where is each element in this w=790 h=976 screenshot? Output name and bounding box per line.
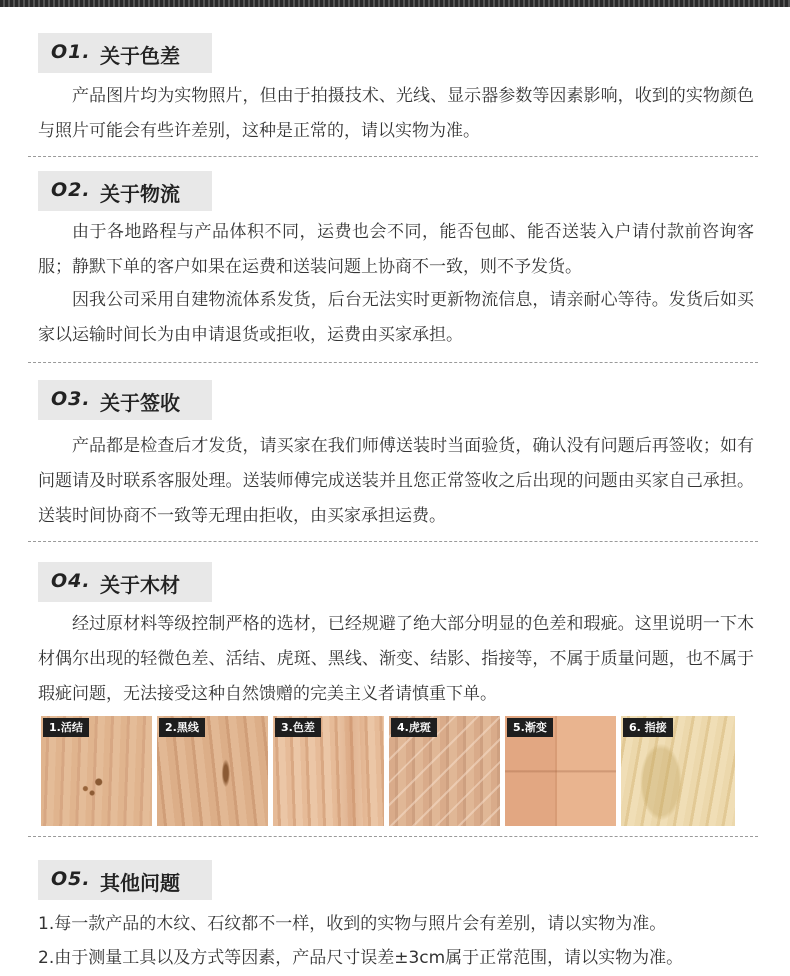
wood-sample-live-knot [41, 716, 152, 826]
section-4-number: O4. [51, 570, 91, 592]
wood-sample-label: 3.色差 [275, 718, 321, 737]
section-4-header [38, 562, 212, 602]
section-4-paragraph: 经过原材料等级控制严格的选材，已经规避了绝大部分明显的色差和瑕疵。这里说明一下木材偶尔出现的轻微色差、活结、虎斑、黑线、渐变、结影、指接等，不属于质量问题，也不属于瑕疵问题，无法接受这种自然馈赠的完美主义者请慎重下单。 [38, 614, 754, 704]
section-1-header [38, 33, 212, 73]
section-divider [28, 362, 758, 363]
section-2-paragraph-2: 因我公司采用自建物流体系发货，后台无法实时更新物流信息，请亲耐心等待。发货后如买家以运输时间长为由申请退货或拒收，运费由买家承担。 [38, 290, 754, 345]
section-3-header [38, 380, 212, 420]
section-divider [28, 156, 758, 157]
section-3-title: 关于签收 [100, 391, 180, 415]
wood-sample-label: 6. 指接 [623, 718, 673, 737]
section-1-title: 关于色差 [100, 44, 180, 68]
section-divider [28, 836, 758, 837]
section-5-header [38, 860, 212, 900]
section-5-number: O5. [51, 868, 91, 890]
section-5-list-item-2: 2.由于测量工具以及方式等因素，产品尺寸误差±3cm属于正常范围，请以实物为准。 [38, 948, 684, 968]
wood-sample-gallery [41, 716, 735, 826]
section-5-list-item-1: 1.每一款产品的木纹、石纹都不一样，收到的实物与照片会有差别，请以实物为准。 [38, 914, 667, 934]
section-2-header [38, 171, 212, 211]
section-2-number: O2. [51, 179, 91, 201]
section-divider [28, 541, 758, 542]
section-1-paragraph: 产品图片均为实物照片，但由于拍摄技术、光线、显示器参数等因素影响，收到的实物颜色与照片可能会有些许差别，这种是正常的，请以实物为准。 [38, 86, 754, 141]
wood-sample-color-difference [273, 716, 384, 826]
top-border [0, 0, 790, 7]
section-4-title: 关于木材 [100, 573, 180, 597]
wood-sample-label: 4.虎斑 [391, 718, 437, 737]
section-2-title: 关于物流 [100, 182, 180, 206]
wood-sample-gradient [505, 716, 616, 826]
wood-sample-label: 5.渐变 [507, 718, 553, 737]
wood-sample-finger-joint [621, 716, 735, 826]
section-2-paragraph-1: 由于各地路程与产品体积不同，运费也会不同，能否包邮、能否送装入户请付款前咨询客服；静默下单的客户如果在运费和送装问题上协商不一致，则不予发货。 [38, 222, 754, 277]
wood-sample-black-line [157, 716, 268, 826]
wood-sample-label: 2.黑线 [159, 718, 205, 737]
section-3-number: O3. [51, 388, 91, 410]
wood-sample-label: 1.活结 [43, 718, 89, 737]
section-1-number: O1. [51, 41, 91, 63]
section-3-paragraph: 产品都是检查后才发货，请买家在我们师傅送装时当面验货，确认没有问题后再签收；如有问题请及时联系客服处理。送装师傅完成送装并且您正常签收之后出现的问题由买家自己承担。送装时间协商不一致等无理由拒收，由买家承担运费。 [38, 436, 754, 526]
wood-sample-tiger-stripe [389, 716, 500, 826]
section-5-title: 其他问题 [100, 871, 180, 895]
